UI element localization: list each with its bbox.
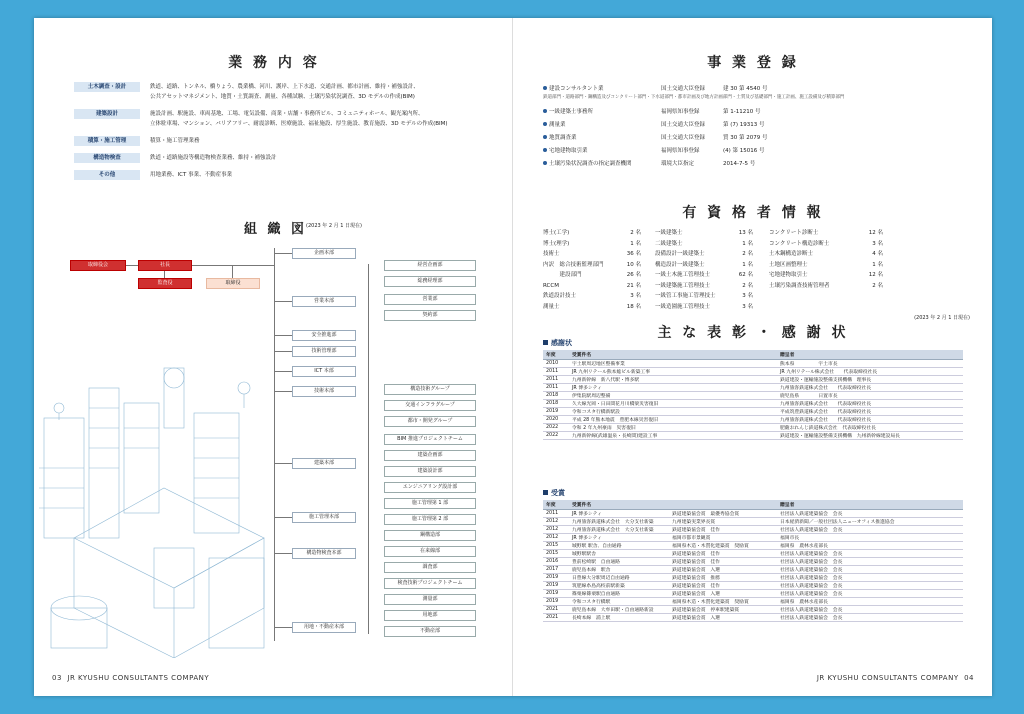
registration-c: 第 1-11210 号 — [723, 109, 761, 115]
table-row — [543, 590, 963, 598]
table-cell: 鉄道建築協会賞 入選 — [669, 590, 777, 598]
table-cell: JR 博多シティ — [569, 510, 669, 518]
org-dept-box: 用地部 — [384, 610, 476, 621]
table-row — [543, 566, 963, 574]
business-text: 積算・施工管理業務 — [150, 138, 200, 144]
page-num: 04 — [964, 674, 974, 682]
org-hq-box: 建築本部 — [292, 458, 356, 469]
table-cell: 2019 — [543, 598, 569, 606]
table-cell: 2016 — [543, 558, 569, 566]
col-year: 年度 — [543, 500, 569, 510]
col-award — [669, 500, 777, 510]
org-hq-box: 安全推進部 — [292, 330, 356, 341]
org-line — [126, 265, 138, 266]
registration-a: 土壌汚染状況調査の指定調査機関 — [549, 161, 632, 167]
business-tag: 建築設計 — [74, 109, 140, 119]
qualification-cell: 13 名 — [738, 230, 753, 236]
org-dept-box: 営業部 — [384, 294, 476, 305]
org-hq-box: 技術管理部 — [292, 346, 356, 357]
registration-a: 測量業 — [549, 122, 566, 128]
org-hq-box: 技術本部 — [292, 386, 356, 397]
table-cell: 令和コスタ行橋新駅設 — [569, 408, 777, 416]
qualification-row — [543, 291, 963, 302]
org-dept-box: 鋼構造部 — [384, 530, 476, 541]
business-list — [74, 82, 494, 187]
table-cell: 鹿児島県 日置市長 — [777, 392, 963, 400]
org-line — [164, 271, 165, 278]
org-dept-box: 構造技術グループ — [384, 384, 476, 395]
business-row — [74, 170, 494, 180]
table-cell: 2011 — [543, 376, 569, 384]
table-cell: 2015 — [543, 550, 569, 558]
org-hq-box: 営業本部 — [292, 296, 356, 307]
table-cell: 九州旅客鉄道株式会社 代表取締役社長 — [777, 384, 963, 392]
city-illustration — [34, 348, 304, 658]
table-cell: 九州新幹線(武雄温泉・長崎間)建設工事 — [569, 432, 777, 440]
qualification-cell: 博士(工学) — [543, 230, 570, 236]
table-cell: 日豊線大分駅周辺自由通路 — [569, 574, 669, 582]
table-cell: 2018 — [543, 392, 569, 400]
org-dept-box: 不動産部 — [384, 626, 476, 637]
right-page — [513, 18, 992, 696]
org-auditor: 監査役 — [138, 278, 192, 289]
business-tag: 土木調査・設計 — [74, 82, 140, 92]
company-footer: JR KYUSHU CONSULTANTS COMPANY — [816, 674, 959, 682]
table-cell: 社団法人鉄道建築協会 会長 — [777, 574, 963, 582]
table-cell: 2019 — [543, 590, 569, 598]
registration-b: 国土交通大臣登録 — [661, 86, 706, 92]
table-cell: 社団法人鉄道建築協会 会長 — [777, 614, 963, 622]
qualification-cell: 博士(理学) — [543, 240, 570, 247]
table-cell: 社団法人鉄道建築協会 会長 — [777, 566, 963, 574]
business-tag: 構造物検査 — [74, 153, 140, 163]
registration-b: 環境大臣指定 — [661, 161, 695, 167]
table-cell: 九州旅客鉄道株式会社 代表取締役社長 — [777, 400, 963, 408]
registration-row — [543, 133, 973, 143]
table-cell: JR 博多シティ — [569, 384, 777, 392]
table-cell: 鉄道建築協会賞 推薦 — [669, 574, 777, 582]
qualification-cell: 設備設計一級建築士 — [655, 251, 705, 257]
org-hq-box: 構造物検査本部 — [292, 548, 356, 559]
page-num: 03 — [52, 674, 62, 682]
table-cell: 令和 2 年九州豪雨 災害復旧 — [569, 424, 777, 432]
org-president: 社長 — [138, 260, 192, 271]
registration-row — [543, 120, 973, 130]
company-footer: JR KYUSHU CONSULTANTS COMPANY — [67, 674, 210, 682]
qualification-cell: 建設部門 — [543, 272, 582, 278]
org-dept-box: エンジニアリング設計部 — [384, 482, 476, 493]
registration-a: 宅地建物取引業 — [549, 148, 588, 154]
org-dept-box: 総務経理部 — [384, 276, 476, 287]
table-cell: 社団法人鉄道建築協会 会長 — [777, 590, 963, 598]
qualification-cell: 土地区画整理士 — [769, 261, 808, 268]
qualification-cell: 一級管工事施工管理技士 — [655, 293, 716, 299]
table-cell: JR 九州リテール株式会社 代表取締役社長 — [777, 368, 963, 376]
business-text: 用地業務、ICT 事業、不動産事業 — [150, 172, 233, 178]
table-cell: 肥薩おれんじ鉄道株式会社 代表取締役社長 — [777, 424, 963, 432]
table-cell: 2018 — [543, 400, 569, 408]
business-tag: 積算・施工管理 — [74, 136, 140, 146]
table-row — [543, 392, 963, 400]
table-cell: 社団法人鉄道建築協会 会長 — [777, 550, 963, 558]
table-cell: 2017 — [543, 566, 569, 574]
table-cell: 熊本県 宇土市長 — [777, 360, 963, 368]
table-cell: 2022 — [543, 424, 569, 432]
table-cell: 長崎本線 浦上駅 — [569, 614, 669, 622]
col-year: 年度 — [543, 350, 569, 360]
qualification-cell: 2 名 — [630, 230, 641, 236]
qualification-cell: 3 名 — [742, 293, 753, 299]
org-line — [274, 627, 292, 628]
registration-b: 国土交通大臣登録 — [661, 135, 706, 141]
registration-a: 建設コンサルタント業 — [549, 86, 604, 92]
table-row — [543, 510, 963, 518]
table-cell: 鉄道建築協会賞 入選 — [669, 566, 777, 574]
qualification-cell: 10 名 — [626, 261, 641, 268]
qualification-cell: 技術士 — [543, 251, 560, 257]
registration-row — [543, 107, 973, 117]
registration-title: 事 業 登 録 — [707, 55, 799, 71]
table-cell: 2020 — [543, 416, 569, 424]
table-cell: 日本経済新聞／一般社団法人ニューオフィス推進協会 — [777, 518, 963, 526]
qualification-cell: RCCM — [543, 282, 559, 289]
business-text: 施設計画、駅施設、車両基地、工場、電気設備、商業・店舗・事務所ビル、コミュニティホール、観光案内所、 立体駐車場、マンション、バリアフリー、耐震診断、医療施設、福祉施設、厚生施設、教育施設、3D モデルの作成(BIM) — [150, 111, 448, 127]
table-cell: 令和コスタ行橋駅 — [569, 598, 669, 606]
qualification-cell: 12 名 — [868, 272, 883, 278]
table-cell: 九州旅客鉄道株式会社 大分支社新築 — [569, 518, 669, 526]
table-row — [543, 558, 963, 566]
qualification-cell: 3 名 — [630, 293, 641, 299]
bullet-icon — [543, 148, 547, 152]
table-cell: 九州新幹線 新八代駅・博多駅 — [569, 376, 777, 384]
qualification-cell: 一級建築士 — [655, 230, 683, 236]
org-dept-box: 調査部 — [384, 562, 476, 573]
bullet-icon — [543, 122, 547, 126]
qualification-cell: 2 名 — [742, 251, 753, 257]
business-text: 鉄道、道路、トンネル、橋りょう、農業橋、河川、護岸、上下水道、交通計画、都市計画、維持・補強設計、 公共アセットマネジメント、地質・土質調査、測量、各種試験、土壌汚染状況調査、3D モデルの作成(BIM) — [150, 84, 419, 100]
table-cell: 福岡県木造・木質化建築賞 奨励賞 — [669, 542, 777, 550]
table-row — [543, 614, 963, 622]
business-row — [74, 136, 494, 146]
left-page — [34, 18, 513, 696]
table-cell: 2012 — [543, 526, 569, 534]
qualification-cell: 2 名 — [872, 282, 883, 289]
table-cell: 久大線光岡・日田間花月川橋梁災害復旧 — [569, 400, 777, 408]
table-row — [543, 408, 963, 416]
org-dept-box: BIM 推進プロジェクトチーム — [384, 434, 476, 445]
qualification-cell — [853, 291, 883, 302]
qualification-cell: 二級建築士 — [655, 240, 683, 247]
table-cell: 社団法人鉄道建築協会 会長 — [777, 606, 963, 614]
qualification-cell: 鉄道設計技士 — [543, 293, 577, 299]
qualification-row — [543, 228, 963, 239]
business-row — [74, 82, 494, 102]
org-line — [274, 351, 292, 352]
col-presenter: 贈呈者 — [777, 350, 963, 360]
table-cell: 鉄道建設・運輸施設整備支援機構 九州新幹線建設局長 — [777, 432, 963, 440]
table-row — [543, 534, 963, 542]
table-cell: 福岡市都市景観賞 — [669, 534, 777, 542]
table-cell: 鹿児島本線 駅舎 — [569, 566, 669, 574]
prize-table — [543, 500, 963, 622]
org-dept-box: 施工管理第 1 部 — [384, 498, 476, 509]
table-cell: 平成 28 年熊本地震 豊肥本線災害復旧 — [569, 416, 777, 424]
qualification-date: (2023 年 2 月 1 日現在) — [914, 315, 970, 321]
qualification-cell: 測量士 — [543, 303, 560, 310]
org-line — [274, 371, 292, 372]
qualification-cell: 18 名 — [626, 303, 641, 310]
table-cell: 筑肥線糸島高校前駅新築 — [569, 582, 669, 590]
table-cell: 鉄道建築協会賞 佳作 — [669, 582, 777, 590]
registration-c: 建 30 第 4540 号 — [723, 86, 768, 92]
org-hq-box: 用地・不動産本部 — [292, 622, 356, 633]
qualification-cell: 土壌汚染調査技術管理者 — [769, 282, 830, 289]
qualification-cell: 土木鋼構造診断士 — [769, 251, 814, 257]
qualification-cell: 36 名 — [626, 251, 641, 257]
qualification-row — [543, 260, 963, 271]
qualification-cell — [769, 291, 853, 302]
qualification-cell: 1 名 — [630, 240, 641, 247]
org-line — [274, 335, 292, 336]
registration-b: 国土交通大臣登録 — [661, 122, 706, 128]
table-cell: 社団法人鉄道建築協会 会長 — [777, 510, 963, 518]
registration-row — [543, 146, 973, 156]
org-dept-box: 施工管理第 2 部 — [384, 514, 476, 525]
page-number-left — [52, 674, 209, 682]
table-row — [543, 400, 963, 408]
table-cell: 豊前松崎駅 自由通路 — [569, 558, 669, 566]
org-dept-box: 検査技術プロジェクトチーム — [384, 578, 476, 589]
table-cell: 福岡県 農林水産部長 — [777, 542, 963, 550]
org-dept-box: 建築企画部 — [384, 450, 476, 461]
registration-c: 質 30 第 2079 号 — [723, 135, 768, 141]
table-cell: 鉄道建築協会賞 入選 — [669, 614, 777, 622]
qualification-cell: 12 名 — [868, 230, 883, 236]
org-dept-box: 在来線部 — [384, 546, 476, 557]
table-cell: 鹿児島本線 大牟田駅・自由通路新設 — [569, 606, 669, 614]
table-cell: 2022 — [543, 432, 569, 440]
qualification-cell: 一級建築施工管理技士 — [655, 282, 711, 289]
org-dept-box: 契約部 — [384, 310, 476, 321]
bullet-icon — [543, 161, 547, 165]
col-title: 受賞件名 — [569, 350, 777, 360]
table-cell: 城野駅駅舎 — [569, 550, 669, 558]
table-row — [543, 518, 963, 526]
qualification-cell: 26 名 — [626, 272, 641, 278]
qualification-row — [543, 270, 963, 281]
org-line — [274, 553, 292, 554]
table-cell: 社団法人鉄道建築協会 会長 — [777, 558, 963, 566]
registration-b: 福岡県知事登録 — [661, 109, 700, 115]
table-cell: 九州建築実業界長賞 — [669, 518, 777, 526]
table-cell: 鉄道建築協会賞 佳作 — [669, 526, 777, 534]
registration-row — [543, 159, 973, 169]
table-cell: 2019 — [543, 408, 569, 416]
table-cell: 城野駅 駅舎、自由通路 — [569, 542, 669, 550]
table-cell: 平成筑豊鉄道株式会社 代表取締役社長 — [777, 408, 963, 416]
table-cell: 2021 — [543, 614, 569, 622]
business-row — [74, 153, 494, 163]
table-cell: 鉄道建築協会賞 停車駅建築賞 — [669, 606, 777, 614]
table-cell: JR 九州リテール熊本総ビル新築工事 — [569, 368, 777, 376]
table-row — [543, 424, 963, 432]
qualification-row — [543, 281, 963, 292]
qualification-cell: 構造設計一級建築士 — [655, 261, 705, 268]
table-cell: 鉄道建設・運輸施設整備支援機構 理事長 — [777, 376, 963, 384]
qualification-cell: 3 名 — [742, 303, 753, 310]
business-tag: その他 — [74, 170, 140, 180]
qualification-cell: 一級土木施工管理技士 — [655, 272, 711, 278]
thanks-heading: 感謝状 — [543, 338, 572, 348]
org-dept-box: 測量部 — [384, 594, 476, 605]
table-row — [543, 526, 963, 534]
table-cell: 2011 — [543, 368, 569, 376]
qualification-cell: 2 名 — [742, 282, 753, 289]
table-cell: 宇土駅周辺地区整備事業 — [569, 360, 777, 368]
org-dept-box: 経営企画部 — [384, 260, 476, 271]
org-line — [192, 265, 274, 266]
registration-a: 地質調査業 — [549, 135, 577, 141]
col-presenter: 贈呈者 — [777, 500, 963, 510]
table-cell: 鉄道建築協会賞 佳作 — [669, 550, 777, 558]
registration-c: 第 (7) 19313 号 — [723, 122, 765, 128]
table-cell: 福岡県 農林水産部長 — [777, 598, 963, 606]
registration-a: 一級建築士事務所 — [549, 109, 594, 115]
table-row — [543, 376, 963, 384]
table-cell: 鉄道建築協会賞 最優秀協会賞 — [669, 510, 777, 518]
org-line — [232, 265, 233, 278]
qualification-cell: 内訳 総合技術監理部門 — [543, 261, 604, 268]
business-row — [74, 109, 494, 129]
table-row — [543, 598, 963, 606]
qualification-cell: 一級造園施工管理技士 — [655, 303, 711, 310]
org-chart-title: 組 織 図 — [244, 222, 308, 237]
table-cell: 篠栗線篠栗駅自由通路 — [569, 590, 669, 598]
org-dept-box: 建築設計部 — [384, 466, 476, 477]
qualification-title: 有 資 格 者 情 報 — [682, 205, 824, 221]
org-chart-date: (2023 年 2 月 1 日現在) — [306, 223, 362, 229]
table-row — [543, 606, 963, 614]
bullet-icon — [543, 86, 547, 90]
table-cell: 2010 — [543, 360, 569, 368]
org-line — [274, 463, 292, 464]
table-row — [543, 368, 963, 376]
table-row — [543, 432, 963, 440]
table-cell: 九州旅客鉄道株式会社 大分支社新築 — [569, 526, 669, 534]
qualification-cell: 宅地建物取引士 — [769, 272, 808, 278]
org-director: 取締役 — [206, 278, 260, 289]
business-text: 鉄道・道路施設等構造物検査業務、維持・補強設計 — [150, 155, 277, 161]
qualification-cell: コンクリート診断士 — [769, 230, 819, 236]
table-row — [543, 416, 963, 424]
table-cell: 鉄道建築協会賞 佳作 — [669, 558, 777, 566]
qualification-row — [543, 249, 963, 260]
table-cell: 2011 — [543, 510, 569, 518]
qualification-table — [543, 228, 963, 312]
table-row — [543, 550, 963, 558]
qualification-cell: 1 名 — [742, 240, 753, 247]
table-row — [543, 582, 963, 590]
table-cell: JR 博多シティ — [569, 534, 669, 542]
table-row — [543, 542, 963, 550]
table-cell: 2019 — [543, 582, 569, 590]
table-cell: 2021 — [543, 606, 569, 614]
qualification-cell: 62 名 — [738, 272, 753, 278]
brochure-spread — [34, 18, 992, 696]
table-row — [543, 360, 963, 368]
qualification-row — [543, 239, 963, 250]
registration-list — [543, 84, 973, 172]
table-row — [543, 574, 963, 582]
registration-c: (4) 第 15016 号 — [723, 148, 765, 154]
registration-c: 2014-7-5 号 — [723, 161, 756, 167]
page-number-right — [817, 674, 974, 682]
thanks-table — [543, 350, 963, 440]
registration-b: 福岡県知事登録 — [661, 148, 700, 154]
qualification-cell: コンクリート構造診断士 — [769, 240, 830, 247]
qualification-cell — [769, 302, 853, 313]
qualification-cell: 1 名 — [872, 261, 883, 268]
col-title: 受賞件名 — [569, 500, 669, 510]
table-cell: 2015 — [543, 542, 569, 550]
qualification-cell: 1 名 — [742, 261, 753, 268]
table-cell: 社団法人鉄道建築協会 会長 — [777, 526, 963, 534]
table-cell: 2011 — [543, 384, 569, 392]
qualification-cell: 4 名 — [872, 251, 883, 257]
bullet-icon — [543, 135, 547, 139]
table-cell: 2012 — [543, 518, 569, 526]
table-cell: 福岡市長 — [777, 534, 963, 542]
org-hq-box: 企画本部 — [292, 248, 356, 259]
org-hq-box: 施工管理本部 — [292, 512, 356, 523]
org-dept-box: 交通インフラグループ — [384, 400, 476, 411]
org-line — [274, 391, 292, 392]
table-cell: 九州旅客鉄道株式会社 代表取締役社長 — [777, 416, 963, 424]
table-cell: 2019 — [543, 574, 569, 582]
qualification-cell: 3 名 — [872, 240, 883, 247]
org-line — [274, 253, 292, 254]
org-line — [368, 264, 369, 634]
org-board: 取締役会 — [70, 260, 126, 271]
table-cell: 社団法人鉄道建築協会 会長 — [777, 582, 963, 590]
table-row — [543, 384, 963, 392]
business-title: 業 務 内 容 — [228, 55, 320, 71]
prize-heading: 受賞 — [543, 488, 565, 498]
qualification-cell — [853, 302, 883, 313]
qualification-row — [543, 302, 963, 313]
bullet-icon — [543, 109, 547, 113]
org-line — [274, 517, 292, 518]
org-line — [274, 301, 292, 302]
table-cell: 2012 — [543, 534, 569, 542]
org-dept-box: 都市・開発グループ — [384, 416, 476, 427]
awards-title: 主 な 表 彰 ・ 感 謝 状 — [657, 325, 849, 341]
table-cell: 福岡県木造・木質化建築賞 奨励賞 — [669, 598, 777, 606]
registration-sub: 鉄道部門・道路部門・鋼構造及びコンクリート部門・下水道部門・都市計画及び地方計画部門・土質及び基礎部門・施工計画、施工設備及び積算部門 — [543, 95, 845, 100]
qualification-cell: 21 名 — [626, 282, 641, 289]
registration-row — [543, 84, 973, 94]
org-hq-box: ICT 本部 — [292, 366, 356, 377]
table-cell: 伊集院駅周辺整備 — [569, 392, 777, 400]
